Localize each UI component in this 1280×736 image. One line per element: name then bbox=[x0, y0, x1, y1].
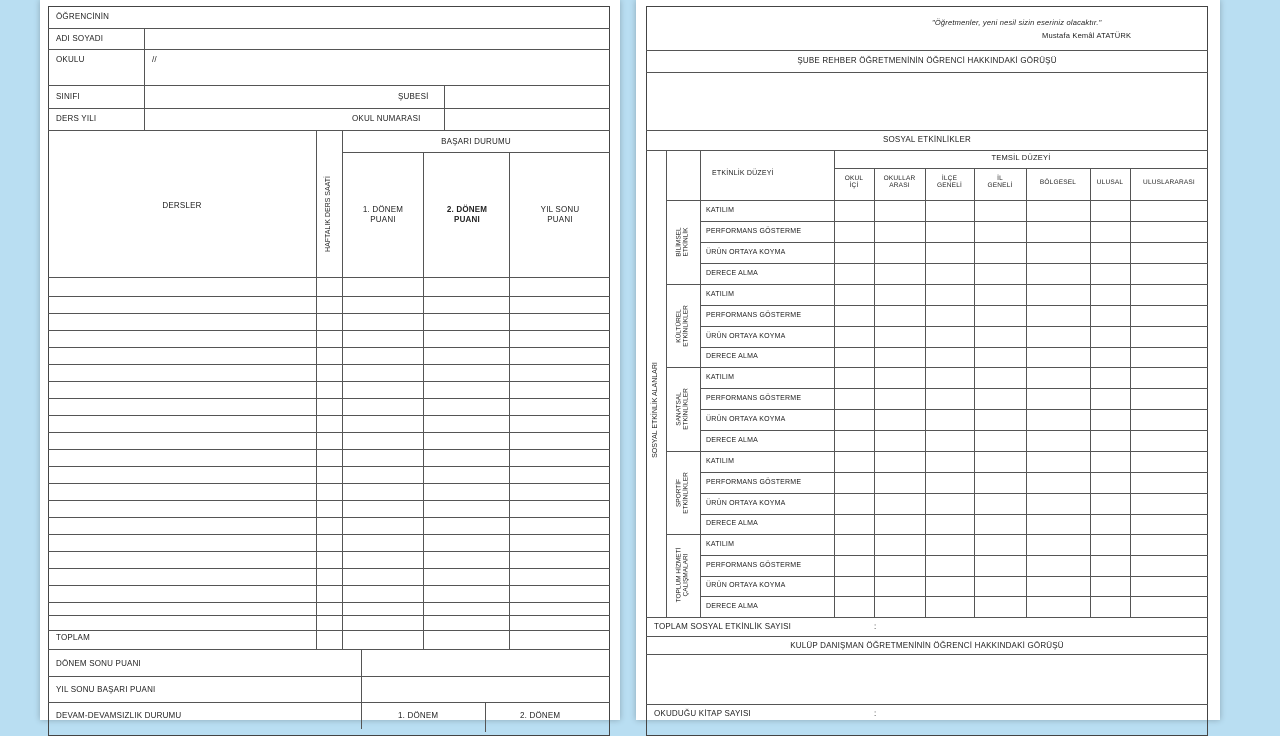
activity-item: ÜRÜN ORTAYA KOYMA bbox=[706, 582, 786, 589]
ataturk-quote: "Öğretmenler, yeni nesil sizin eseriniz olacaktır." bbox=[932, 18, 1102, 27]
attendance-term1-label: 1. DÖNEM bbox=[398, 711, 439, 720]
group-community-label: TOPLUM HİZMETİ ÇALIŞMALARI bbox=[675, 547, 690, 603]
social-areas-label: SOSYAL ETKİNLİK ALANLARI bbox=[651, 362, 659, 458]
level-regional: BÖLGESEL bbox=[1039, 179, 1077, 186]
school-number-label: OKUL NUMARASI bbox=[352, 114, 421, 123]
weekly-hours-label: HAFTALIK DERS SAATİ bbox=[324, 176, 332, 252]
activity-item: ÜRÜN ORTAYA KOYMA bbox=[706, 500, 786, 507]
activity-item: ÜRÜN ORTAYA KOYMA bbox=[706, 333, 786, 340]
level-school: OKUL İÇİ bbox=[844, 175, 864, 190]
right-form-sheet bbox=[636, 0, 1220, 720]
teacher-opinion-field[interactable] bbox=[648, 74, 1206, 128]
group-scientific-label: BİLİMSEL ETKİNLİK bbox=[675, 227, 690, 257]
activity-item: PERFORMANS GÖSTERME bbox=[706, 228, 802, 235]
school-value[interactable]: // bbox=[152, 55, 157, 64]
teacher-opinion-label: ŞUBE REHBER ÖĞRETMENİNİN ÖĞRENCİ HAKKINDAKİ GÖRÜŞÜ bbox=[797, 56, 1057, 65]
term2-score-label: 2. DÖNEM PUANI bbox=[446, 205, 488, 224]
activity-item: PERFORMANS GÖSTERME bbox=[706, 395, 802, 402]
activity-item: KATILIM bbox=[706, 207, 735, 214]
yearend-score-label: YIL SONU PUANI bbox=[540, 205, 580, 224]
activity-item: PERFORMANS GÖSTERME bbox=[706, 562, 802, 569]
term-end-score-label: DÖNEM SONU PUANI bbox=[56, 659, 141, 668]
activity-item: ÜRÜN ORTAYA KOYMA bbox=[706, 416, 786, 423]
activity-item: DERECE ALMA bbox=[706, 437, 758, 444]
representation-level-label: TEMSİL DÜZEYİ bbox=[991, 153, 1051, 162]
activity-item: DERECE ALMA bbox=[706, 603, 758, 610]
courses-label: DERSLER bbox=[162, 201, 202, 210]
activity-item: DERECE ALMA bbox=[706, 520, 758, 527]
books-read-label: OKUDUĞU KİTAP SAYISI bbox=[654, 709, 751, 718]
social-activities-label: SOSYAL ETKİNLİKLER bbox=[882, 135, 972, 144]
club-opinion-field[interactable] bbox=[648, 656, 1206, 702]
quote-author: Mustafa Kemâl ATATÜRK bbox=[1042, 31, 1132, 40]
term1-score-label: 1. DÖNEM PUANI bbox=[362, 205, 404, 224]
name-field[interactable] bbox=[146, 30, 608, 48]
group-artistic-label: SANATSAL ETKİNLİKLER bbox=[675, 388, 690, 430]
level-inter-school: OKULLAR ARASI bbox=[883, 175, 916, 190]
school-label: OKULU bbox=[56, 55, 85, 64]
left-form-sheet bbox=[40, 0, 620, 720]
books-read-colon: : bbox=[874, 709, 877, 718]
activity-level-label: ETKİNLİK DÜZEYİ bbox=[712, 170, 774, 177]
activity-item: DERECE ALMA bbox=[706, 353, 758, 360]
attendance-label: DEVAM-DEVAMSIZLIK DURUMU bbox=[56, 711, 182, 720]
activity-item: KATILIM bbox=[706, 374, 735, 381]
level-international: ULUSLARARASI bbox=[1143, 179, 1195, 186]
level-district: İLÇE GENELİ bbox=[936, 175, 963, 190]
student-header-label: ÖĞRENCİNİN bbox=[56, 12, 110, 21]
activity-item: KATILIM bbox=[706, 291, 735, 298]
year-label: DERS YILI bbox=[56, 114, 97, 123]
activity-item: ÜRÜN ORTAYA KOYMA bbox=[706, 249, 786, 256]
activity-item: KATILIM bbox=[706, 541, 735, 548]
level-province: İL GENELİ bbox=[987, 175, 1013, 190]
branch-label: ŞUBESİ bbox=[398, 92, 429, 101]
level-national: ULUSAL bbox=[1096, 179, 1124, 186]
total-social-colon: : bbox=[874, 622, 877, 631]
total-label: TOPLAM bbox=[56, 633, 90, 642]
name-label: ADI SOYADI bbox=[56, 34, 104, 43]
year-end-success-label: YIL SONU BAŞARI PUANI bbox=[56, 685, 156, 694]
activity-item: PERFORMANS GÖSTERME bbox=[706, 479, 802, 486]
club-opinion-label: KULÜP DANIŞMAN ÖĞRETMENİNİN ÖĞRENCİ HAKKINDAKİ GÖRÜŞÜ bbox=[790, 641, 1064, 650]
total-social-label: TOPLAM SOSYAL ETKİNLİK SAYISI bbox=[654, 622, 792, 631]
activity-item: KATILIM bbox=[706, 458, 735, 465]
activity-item: PERFORMANS GÖSTERME bbox=[706, 312, 802, 319]
activity-item: DERECE ALMA bbox=[706, 270, 758, 277]
attendance-term2-label: 2. DÖNEM bbox=[520, 711, 561, 720]
group-sports-label: SPORTİF ETKİNLİKLER bbox=[675, 472, 690, 514]
success-status-label: BAŞARI DURUMU bbox=[441, 137, 511, 146]
group-cultural-label: KÜLTÜREL ETKİNLİKLER bbox=[675, 305, 690, 347]
class-label: SINIFI bbox=[56, 92, 80, 101]
left-form-border bbox=[48, 6, 610, 736]
